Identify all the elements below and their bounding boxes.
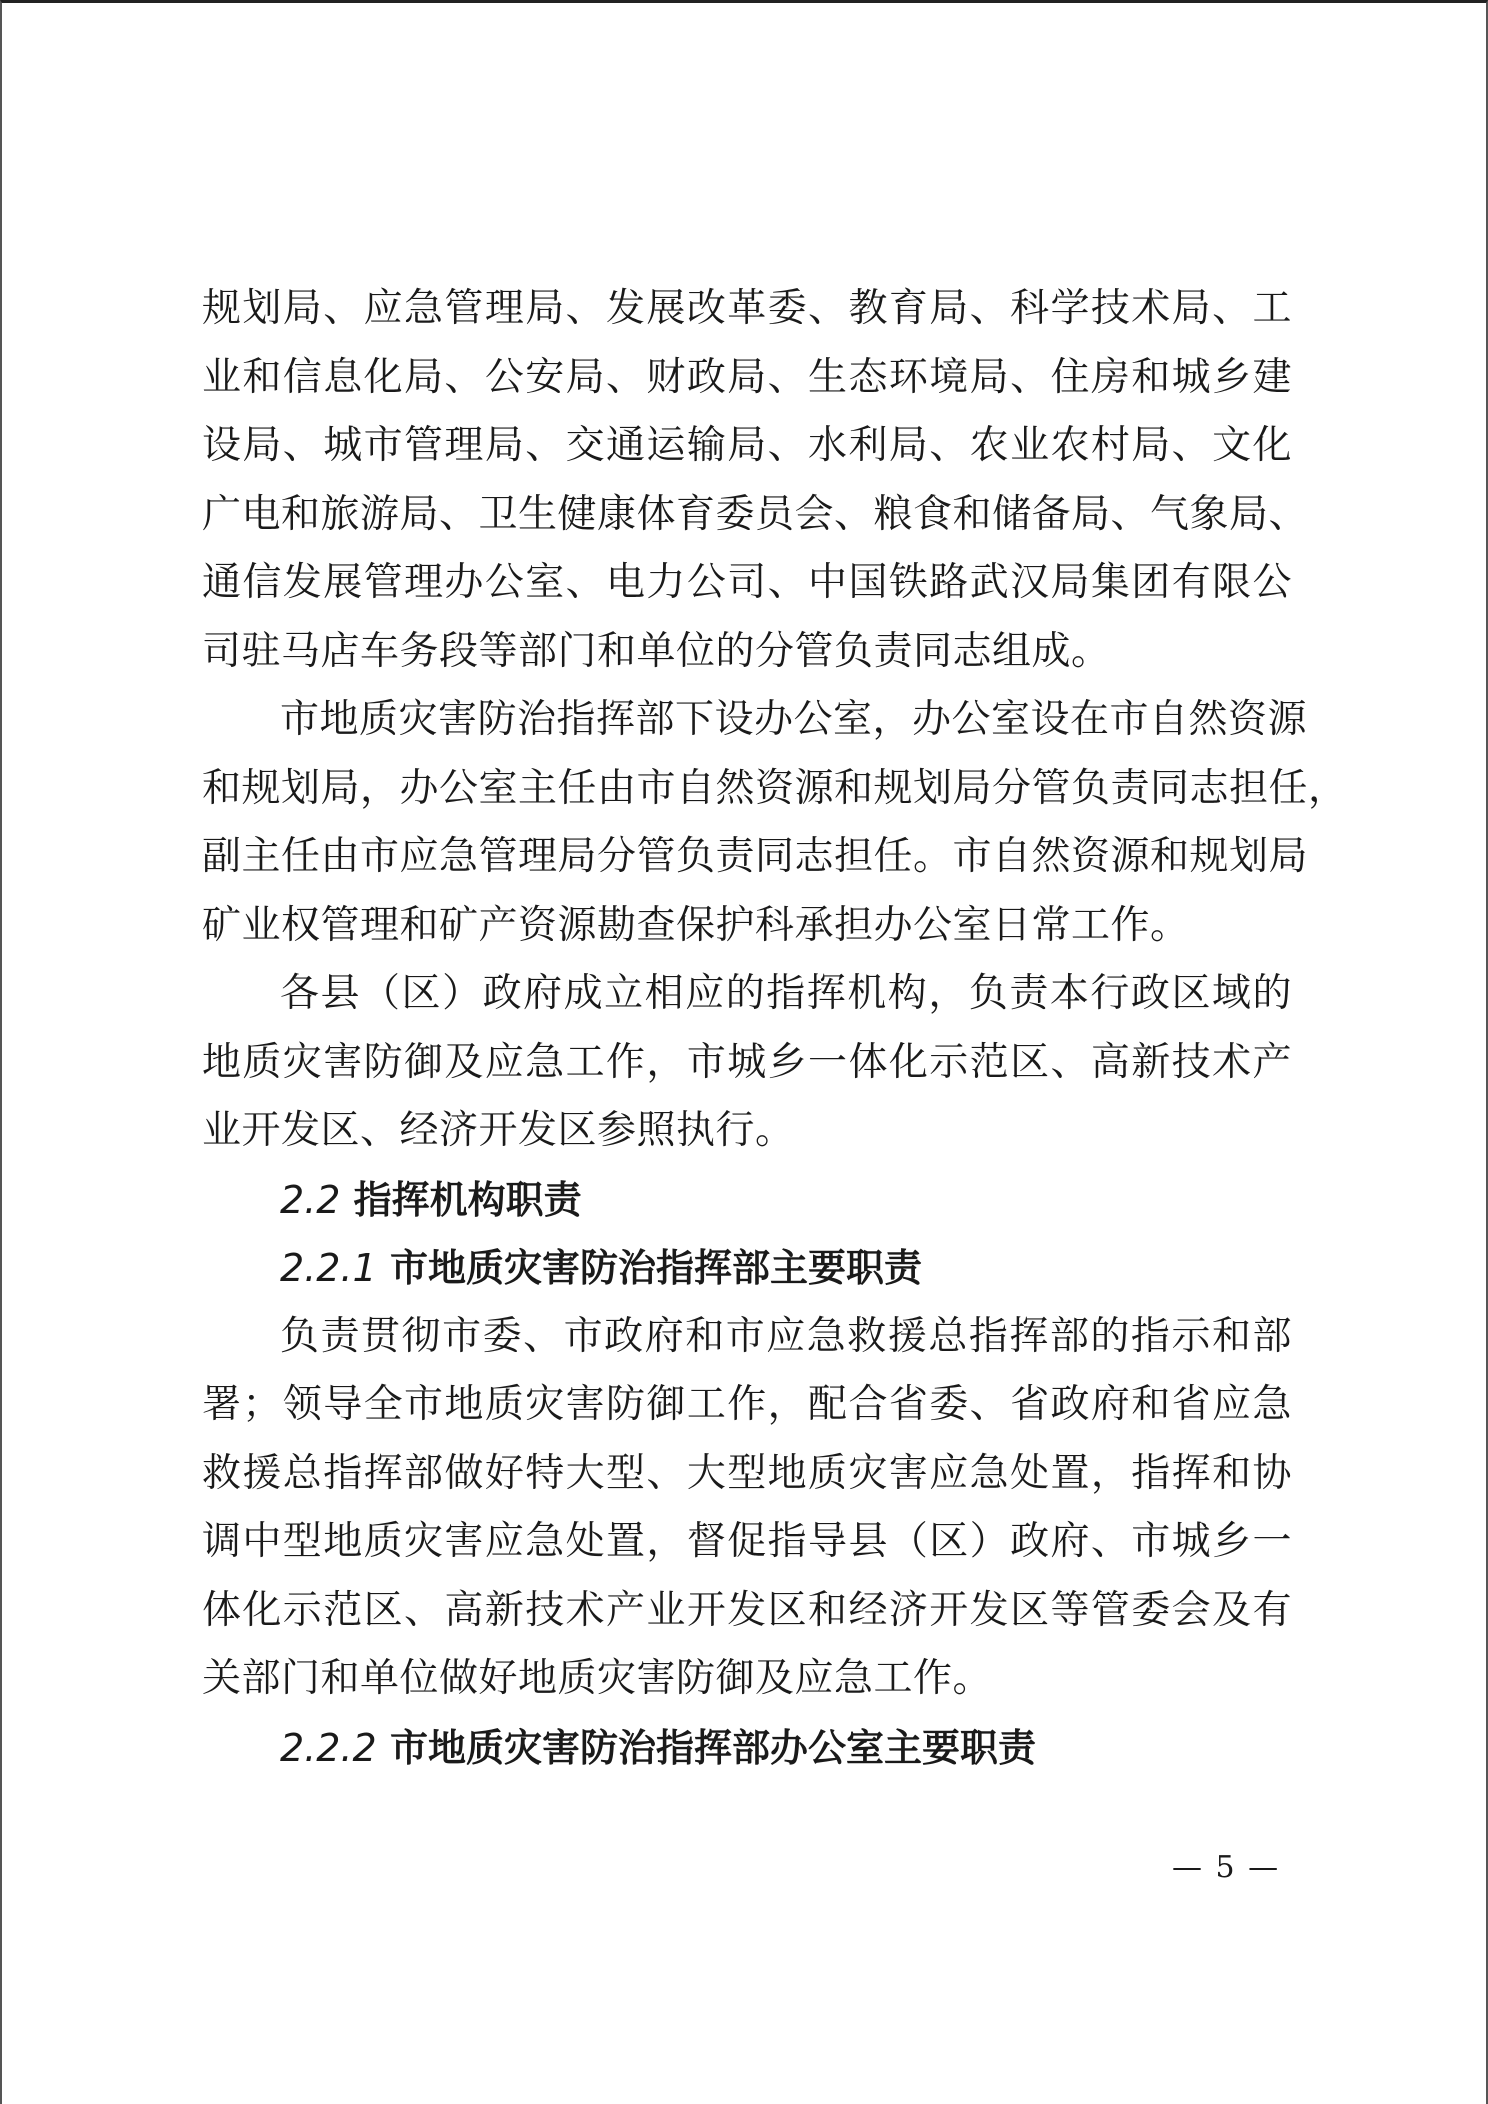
text-line: 广电和旅游局、卫生健康体育委员会、粮食和储备局、气象局、	[202, 491, 1309, 537]
text-line: 业和信息化局、公安局、财政局、生态环境局、住房和城乡建	[202, 354, 1292, 400]
text-line: 业开发区、经济开发区参照执行。	[202, 1108, 795, 1153]
section-number: 2.2.2	[280, 1725, 377, 1770]
text-line: 救援总指挥部做好特大型、大型地质灾害应急处置，指挥和协	[202, 1450, 1292, 1496]
section-number: 2.2.1	[280, 1246, 377, 1290]
paragraph-county-agencies	[202, 960, 1292, 1166]
section-title: 指挥机构职责	[353, 1177, 582, 1222]
section-title: 市地质灾害防治指挥部办公室主要职责	[389, 1725, 1036, 1770]
text-line: 关部门和单位做好地质灾害防御及应急工作。	[202, 1656, 993, 1701]
paragraph-member-units	[202, 275, 1309, 686]
text-line: 各县（区）政府成立相应的指挥机构，负责本行政区域的	[280, 971, 1292, 1016]
text-line: 矿业权管理和矿产资源勘查保护科承担办公室日常工作。	[202, 902, 1190, 948]
text-line: 体化示范区、高新技术产业开发区和经济开发区等管委会及有	[202, 1587, 1292, 1633]
text-line: 通信发展管理办公室、电力公司、中国铁路武汉局集团有限公	[202, 560, 1292, 605]
text-line: 调中型地质灾害应急处置，督促指导县（区）政府、市城乡一	[202, 1519, 1292, 1564]
text-line: 和规划局，办公室主任由市自然资源和规划局分管负责同志担任，	[202, 765, 1348, 811]
text-line: 副主任由市应急管理局分管负责同志担任。市自然资源和规划局	[202, 834, 1309, 879]
section-title: 市地质灾害防治指挥部主要职责	[389, 1246, 922, 1290]
text-line: 负责贯彻市委、市政府和市应急救援总指挥部的指示和部	[280, 1313, 1292, 1359]
section-heading-2-2-1	[202, 1234, 1292, 1303]
paragraph-office-setup	[202, 686, 1348, 960]
paragraph-command-duties	[202, 1303, 1292, 1714]
text-line: 司驻马店车务段等部门和单位的分管负责同志组成。	[202, 628, 1111, 674]
text-line: 设局、城市管理局、交通运输局、水利局、农业农村局、文化	[202, 423, 1292, 468]
section-heading-2-2	[202, 1166, 1292, 1235]
text-line: 地质灾害防御及应急工作，市城乡一体化示范区、高新技术产	[202, 1039, 1292, 1085]
text-line: 市地质灾害防治指挥部下设办公室，办公室设在市自然资源	[280, 697, 1308, 742]
document-body	[202, 275, 1348, 1782]
section-number: 2.2	[280, 1177, 341, 1222]
text-line: 规划局、应急管理局、发展改革委、教育局、科学技术局、工	[202, 286, 1292, 331]
section-heading-2-2-2	[202, 1714, 1292, 1783]
page-number: — 5 —	[1172, 1850, 1281, 1885]
text-line: 署；领导全市地质灾害防御工作，配合省委、省政府和省应急	[202, 1382, 1292, 1427]
